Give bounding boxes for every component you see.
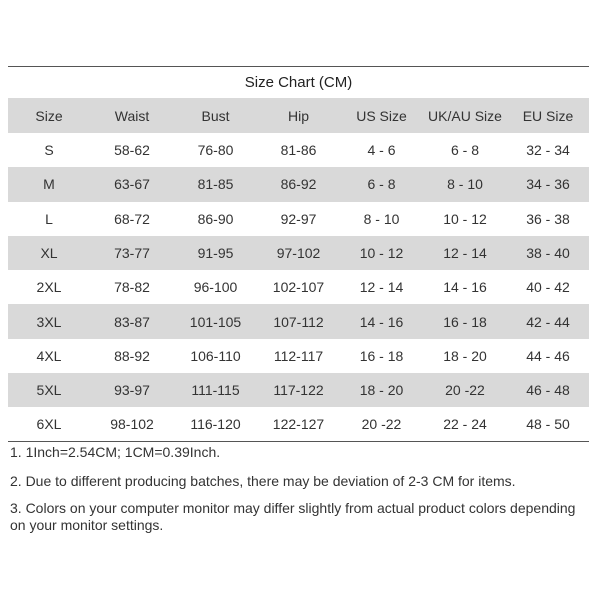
table-cell: 34 - 36	[526, 176, 570, 193]
table-cell: 86-90	[197, 210, 234, 227]
table-cell: 40 - 42	[526, 279, 570, 296]
table-cell: 78-82	[114, 279, 150, 296]
table-cell: 48 - 50	[526, 416, 570, 433]
table-cell: S	[44, 142, 54, 159]
table-cell: 18 - 20	[359, 382, 404, 399]
table-cell: 20 -22	[361, 416, 402, 433]
table-cell: 6 - 8	[450, 142, 479, 159]
note-deviation: 2. Due to different producing batches, there may be deviation of 2-3 CM for items.	[10, 473, 516, 489]
header-cell: EU Size	[522, 107, 574, 124]
table-cell: 91-95	[197, 245, 234, 262]
table-cell: 12 - 14	[359, 279, 404, 296]
table-cell: 16 - 18	[443, 313, 487, 330]
table-cell: 12 - 14	[443, 245, 487, 262]
table-cell: L	[45, 210, 53, 227]
table-row	[8, 236, 589, 270]
header-cell: Hip	[287, 107, 309, 124]
table-cell: 93-97	[114, 382, 150, 399]
table-cell: XL	[40, 245, 58, 262]
table-cell: 83-87	[114, 313, 150, 330]
table-cell: 44 - 46	[526, 347, 570, 364]
table-cell: 122-127	[272, 416, 325, 433]
table-cell: 73-77	[114, 245, 150, 262]
table-cell: 97-102	[276, 245, 321, 262]
size-table	[8, 98, 589, 442]
table-cell: 68-72	[114, 210, 150, 227]
table-row	[8, 339, 589, 373]
table-cell: 92-97	[280, 210, 317, 227]
table-cell: 81-86	[280, 142, 317, 159]
table-cell: 76-80	[197, 142, 234, 159]
table-cell: M	[43, 176, 55, 193]
table-cell: 38 - 40	[526, 245, 570, 262]
table-cell: 10 - 12	[443, 210, 487, 227]
table-cell: 98-102	[110, 416, 154, 433]
table-cell: 18 - 20	[443, 347, 487, 364]
table-row	[8, 202, 589, 236]
table-cell: 2XL	[36, 279, 62, 296]
header-cell: UK/AU Size	[428, 107, 502, 124]
chart-title: Size Chart (CM)	[8, 66, 589, 98]
header-cell: Waist	[114, 107, 150, 124]
table-row	[8, 133, 589, 167]
table-cell: 4 - 6	[367, 142, 396, 159]
table-cell: 58-62	[114, 142, 150, 159]
table-row	[8, 304, 589, 338]
table-cell: 4XL	[36, 347, 62, 364]
table-row	[8, 270, 589, 304]
table-header-row	[8, 98, 589, 133]
table-row	[8, 167, 589, 201]
table-cell: 42 - 44	[526, 313, 570, 330]
table-cell: 116-120	[190, 416, 241, 433]
note-colors: 3. Colors on your computer monitor may differ slightly from actual product colors depending on your monitor settings.	[10, 500, 576, 533]
table-cell: 10 - 12	[359, 245, 404, 262]
table-cell: 46 - 48	[526, 382, 570, 399]
table-cell: 96-100	[193, 279, 238, 296]
size-chart	[8, 66, 589, 442]
table-cell: 111-115	[191, 382, 240, 399]
table-row	[8, 373, 589, 407]
table-cell: 36 - 38	[526, 210, 570, 227]
table-cell: 88-92	[114, 347, 150, 364]
note-conversion: 1. 1Inch=2.54CM; 1CM=0.39Inch.	[10, 444, 221, 460]
header-cell: Bust	[201, 107, 230, 124]
table-cell: 16 - 18	[359, 347, 404, 364]
table-cell: 117-122	[273, 382, 324, 399]
header-cell: Size	[35, 107, 63, 124]
table-cell: 86-92	[280, 176, 317, 193]
table-cell: 14 - 16	[359, 313, 404, 330]
header-cell: US Size	[356, 107, 407, 124]
table-cell: 32 - 34	[526, 142, 570, 159]
table-row	[8, 407, 589, 441]
table-cell: 101-105	[189, 313, 242, 330]
table-cell: 8 - 10	[363, 210, 400, 227]
table-cell: 6XL	[36, 416, 62, 433]
table-cell: 112-117	[273, 347, 324, 364]
table-cell: 3XL	[36, 313, 62, 330]
table-cell: 14 - 16	[443, 279, 487, 296]
table-cell: 81-85	[197, 176, 234, 193]
table-cell: 63-67	[114, 176, 150, 193]
table-cell: 8 - 10	[447, 176, 483, 193]
table-cell: 106-110	[190, 347, 241, 364]
table-cell: 22 - 24	[443, 416, 487, 433]
table-cell: 102-107	[272, 279, 325, 296]
table-cell: 20 -22	[445, 382, 485, 399]
table-cell: 107-112	[273, 313, 324, 330]
table-cell: 6 - 8	[367, 176, 396, 193]
table-cell: 5XL	[36, 382, 62, 399]
